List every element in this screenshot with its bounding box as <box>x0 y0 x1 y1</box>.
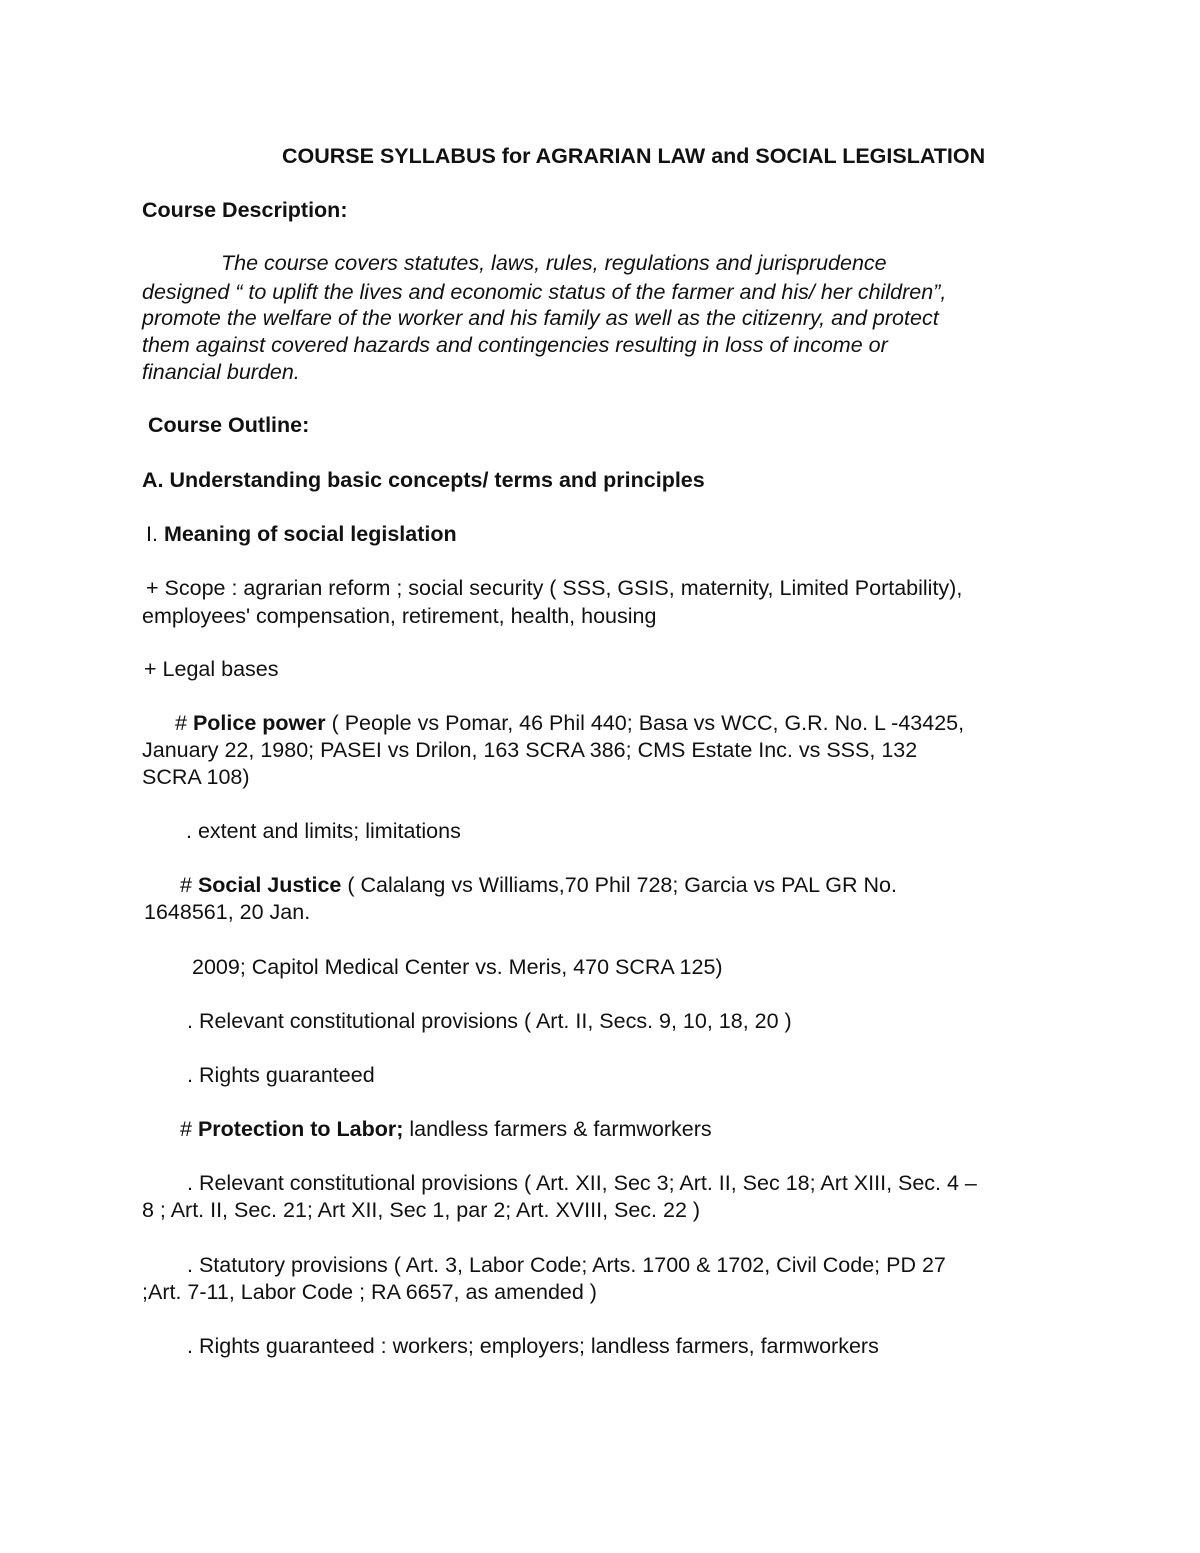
document-title: COURSE SYLLABUS for AGRARIAN LAW and SOCIAL LEGISLATION <box>282 144 986 168</box>
section-a-heading: A. Understanding basic concepts/ terms and principles <box>142 468 705 492</box>
protection-sub-2-line-2: ;Art. 7-11, Labor Code ; RA 6657, as amended ) <box>142 1280 597 1304</box>
police-power-label: Police power <box>192 711 326 735</box>
protection-rest: landless farmers & farmworkers <box>409 1117 712 1141</box>
police-power-citations: ( People vs Pomar, 46 Phil 440; Basa vs WCC, G.R. No. L -43425, <box>331 711 965 735</box>
description-line-4: them against covered hazards and contingencies resulting in loss of income or <box>142 333 888 357</box>
item-i-heading <box>146 521 457 548</box>
protection-sub-2-line-1: . Statutory provisions ( Art. 3, Labor Code; Arts. 1700 & 1702, Civil Code; PD 27 <box>187 1253 946 1277</box>
protection-sub-1-line-1: . Relevant constitutional provisions ( Art. XII, Sec 3; Art. II, Sec 18; Art XIII, Sec. 4 – <box>187 1171 977 1195</box>
social-justice-line-2: 1648561, 20 Jan. <box>144 900 311 924</box>
social-justice-label: Social Justice <box>197 873 342 897</box>
course-description-heading: Course Description: <box>142 198 348 222</box>
social-justice-hash: # <box>180 873 192 897</box>
police-power-sub: . extent and limits; limitations <box>186 819 461 843</box>
scope-line-1: + Scope : agrarian reform ; social security ( SSS, GSIS, maternity, Limited Portability), <box>146 576 963 600</box>
item-i-prefix: I. <box>146 522 158 546</box>
police-power-line-2: January 22, 1980; PASEI vs Drilon, 163 SCRA 386; CMS Estate Inc. vs SSS, 132 <box>142 738 918 762</box>
police-power-line-3: SCRA 108) <box>142 765 250 789</box>
description-line-3: promote the welfare of the worker and his family as well as the citizenry, and protect <box>142 306 939 330</box>
social-justice-line-3: 2009; Capitol Medical Center vs. Meris, 470 SCRA 125) <box>192 955 723 979</box>
description-line-5: financial burden. <box>142 360 300 384</box>
course-outline-heading: Course Outline: <box>148 413 310 437</box>
social-justice-sub-2: . Rights guaranteed <box>187 1063 375 1087</box>
legal-bases: + Legal bases <box>144 657 279 681</box>
police-power-line-1 <box>175 710 964 737</box>
police-power-hash: # <box>175 711 187 735</box>
protection-sub-1-line-2: 8 ; Art. II, Sec. 21; Art XII, Sec 1, par 2; Art. XVIII, Sec. 22 ) <box>142 1198 701 1222</box>
item-i-label: Meaning of social legislation <box>163 522 457 546</box>
scope-line-2: employees' compensation, retirement, health, housing <box>142 604 657 628</box>
social-justice-citations: ( Calalang vs Williams,70 Phil 728; Garcia vs PAL GR No. <box>347 873 897 897</box>
protection-sub-3: . Rights guaranteed : workers; employers; landless farmers, farmworkers <box>187 1334 879 1358</box>
social-justice-sub-1: . Relevant constitutional provisions ( Art. II, Secs. 9, 10, 18, 20 ) <box>187 1009 792 1033</box>
description-line-2: designed “ to uplift the lives and economic status of the farmer and his/ her children”, <box>142 280 947 304</box>
protection-line <box>180 1116 712 1143</box>
protection-hash: # <box>180 1117 192 1141</box>
description-line-1: The course covers statutes, laws, rules, regulations and jurisprudence <box>221 251 887 275</box>
social-justice-line-1 <box>180 872 897 899</box>
protection-label: Protection to Labor; <box>197 1117 404 1141</box>
